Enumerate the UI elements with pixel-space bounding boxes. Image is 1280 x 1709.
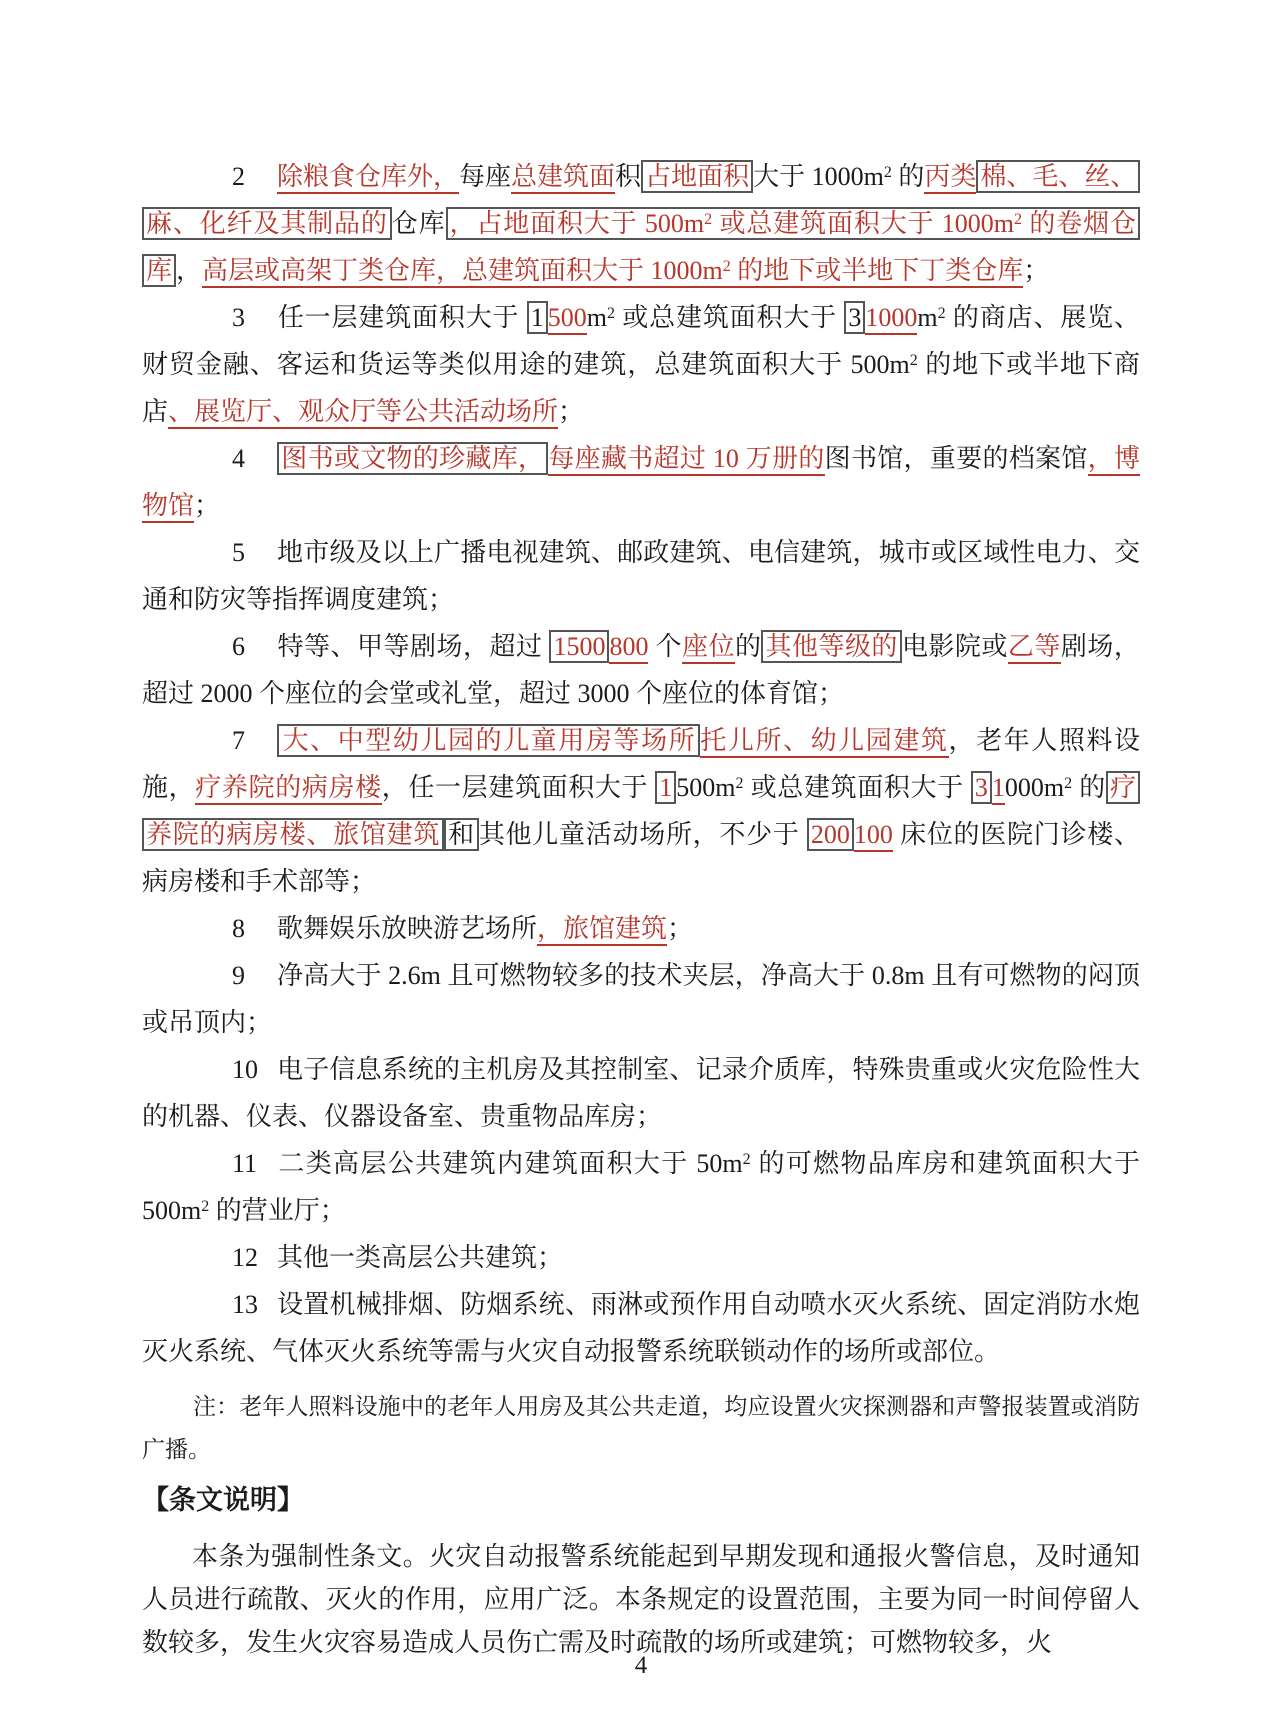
inserted-text-run [511, 162, 615, 194]
text-part: 床位的医院门诊楼、病房楼和手术部等； [142, 820, 1140, 896]
clause-item-3 [142, 294, 1140, 435]
text-run [277, 1243, 563, 1272]
text-part: 3 [974, 773, 988, 802]
text-part: ，旅馆建筑 [537, 914, 668, 943]
text-run [667, 914, 693, 943]
superscript: 2 [722, 258, 731, 275]
text-part: 棉、毛、丝、麻、化纤及其制品的 [146, 162, 1137, 238]
clause-number: 9 [232, 961, 245, 990]
deleted-text-run [761, 630, 901, 663]
text-run [648, 632, 682, 661]
inserted-text-run [682, 632, 735, 664]
clause-item-6 [142, 623, 1140, 717]
deleted-text-run [527, 301, 548, 334]
text-part: 的地下或半地下丁类仓库 [730, 256, 1024, 285]
inserted-text-run [537, 914, 667, 946]
inserted-text-run [548, 444, 824, 476]
clause-number: 13 [232, 1290, 258, 1319]
text-part: 3 [848, 303, 862, 332]
text-part: 的 [891, 162, 925, 191]
inserted-text-run [202, 256, 1023, 288]
note-paragraph [142, 1385, 1140, 1471]
text-part: 的卷烟仓库 [146, 209, 1136, 285]
clause-item-10 [142, 1046, 1140, 1140]
text-part: ； [667, 914, 694, 943]
text-part: 其他一类高层公共建筑； [277, 1243, 564, 1272]
clause-item-4 [142, 435, 1140, 529]
commentary-paragraph: 本条为强制性条文。火灾自动报警系统能起到早期发现和通报火警信息，及时通知人员进行疏散、灭火的作用，应用广泛。本条规定的设置范围，主要为同一时间停留人数较多，发生火灾容易造成人员伤亡需及时疏散的场所或建筑；可燃物较多，火 [142, 1542, 1140, 1657]
text-part: ； [558, 397, 585, 426]
text-run [753, 162, 924, 191]
inserted-text-run [700, 726, 948, 758]
text-part: 500 [547, 303, 587, 332]
text-part: 的营业厅； [209, 1196, 346, 1225]
text-part: 地市级及以上广播电视建筑、邮政建筑、电信建筑，城市或区域性电力、交通和防灾等指挥调度建筑； [142, 538, 1140, 614]
text-part: 净高大于 2.6m 且可燃物较多的技术夹层，净高大于 0.8m 且有可燃物的闷顶或吊顶内； [142, 961, 1140, 1037]
clause-item-9 [142, 952, 1140, 1046]
text-run [615, 162, 641, 191]
text-part: 的 [1072, 773, 1106, 802]
superscript: 2 [606, 305, 615, 322]
text-run [142, 538, 1140, 614]
text-part: 大于 1000m [753, 162, 884, 191]
text-part: 200 [810, 820, 850, 849]
text-part: 1000 [865, 303, 918, 332]
text-run [587, 303, 845, 332]
text-part: 乙等 [1007, 632, 1061, 661]
superscript: 2 [1064, 775, 1073, 792]
clause-number: 10 [232, 1055, 258, 1084]
text-part: 的商店、展览、财贸金融、客运和货运等类似用途的建筑，总建筑面积大于 500m [142, 303, 1140, 379]
clause-number: 5 [232, 538, 245, 567]
deleted-text-run [444, 818, 479, 851]
page-number: 4 [634, 1652, 648, 1679]
text-run [142, 961, 1140, 1037]
text-part: 和 [448, 820, 475, 849]
text-part: 或总建筑面积大于 [743, 773, 971, 802]
deleted-text-run [844, 301, 865, 334]
clause-item-12 [142, 1234, 1140, 1281]
inserted-text-run [924, 162, 976, 194]
clause-number: 4 [232, 444, 245, 473]
text-part: 除粮食仓库外， [277, 162, 460, 191]
inserted-text-run [865, 303, 917, 335]
text-part: 个 [648, 632, 682, 661]
inserted-text-run [277, 162, 459, 194]
text-run [676, 773, 971, 802]
text-run [902, 632, 1008, 661]
text-run [382, 773, 656, 802]
superscript: 2 [742, 1151, 751, 1168]
text-run [277, 914, 537, 943]
text-part: 疗养院的病房楼、旅馆建筑 [146, 773, 1136, 849]
inserted-text-run [609, 632, 648, 664]
note-text: 老年人照料设施中的老年人用房及其公共走道，均应设置火灾探测器和声警报装置或消防广播。 [142, 1394, 1141, 1462]
text-part: ，任一层建筑面积大于 [381, 773, 656, 802]
text-part: 图书或文物的珍藏库， [281, 444, 545, 473]
text-run [1005, 773, 1106, 802]
clause-item-8 [142, 905, 1140, 952]
text-run [176, 256, 202, 285]
text-run [825, 444, 1088, 473]
text-run [735, 632, 762, 661]
text-part: 图书馆，重要的档案馆 [824, 444, 1088, 473]
text-part: ； [1023, 256, 1050, 285]
clause-item-2 [142, 153, 1140, 294]
deleted-text-run [807, 818, 854, 851]
deleted-text-run [655, 771, 676, 804]
text-part: 1 [659, 773, 673, 802]
text-part: 每座 [459, 162, 512, 191]
text-part: 1 [991, 773, 1005, 802]
text-part: 仓库 [391, 209, 446, 238]
clause-number: 12 [232, 1243, 258, 1272]
deleted-text-run [549, 630, 609, 663]
text-part: 000m [1004, 773, 1065, 802]
text-run [277, 632, 549, 661]
text-part: 的地下或半地下商店 [142, 350, 1140, 426]
superscript: 2 [704, 211, 713, 228]
text-part: 或总建筑面积大于 1000m [712, 209, 1015, 238]
superscript: 2 [201, 1198, 210, 1215]
text-part: ，博物馆 [142, 444, 1140, 520]
text-part: 剧场，超过 2000 个座位的会堂或礼堂，超过 3000 个座位的体育馆； [142, 632, 1140, 708]
clause-item-13 [142, 1281, 1140, 1375]
text-part: 其他等级的 [765, 632, 898, 661]
text-run [142, 1149, 1140, 1225]
clause-item-11 [142, 1140, 1140, 1234]
clause-number: 7 [232, 726, 245, 755]
text-part: 二类高层公共建筑内建筑面积大于 50m [277, 1149, 743, 1178]
inserted-text-run [854, 820, 893, 852]
text-part: ； [194, 491, 221, 520]
inserted-text-run [992, 773, 1005, 805]
clause-number: 8 [232, 914, 245, 943]
clause-number: 2 [232, 162, 245, 191]
text-run [1023, 256, 1049, 285]
text-run [459, 162, 511, 191]
text-part: m [917, 303, 938, 332]
text-part: 800 [609, 632, 649, 661]
superscript: 2 [735, 775, 744, 792]
text-part: 高层或高架丁类仓库，总建筑面积大于 1000m [202, 256, 723, 285]
text-part: 特等、甲等剧场，超过 [277, 632, 550, 661]
text-run [277, 303, 527, 332]
clause-number: 3 [232, 303, 245, 332]
text-part: 500m [676, 773, 736, 802]
text-part: 座位 [681, 632, 735, 661]
text-run [142, 1055, 1140, 1131]
clause-item-5 [142, 529, 1140, 623]
text-part: 100 [853, 820, 893, 849]
superscript: 2 [1014, 211, 1023, 228]
deleted-text-run [641, 160, 753, 193]
text-part: 每座藏书超过 10 万册的 [548, 444, 825, 473]
text-part: m [586, 303, 607, 332]
inserted-text-run [168, 397, 558, 429]
inserted-text-run [195, 773, 381, 805]
text-part: ， [176, 256, 203, 285]
text-part: 积 [615, 162, 642, 191]
inserted-text-run [548, 303, 587, 335]
superscript: 2 [909, 352, 918, 369]
clause-number: 6 [232, 632, 245, 661]
text-run [392, 209, 446, 238]
text-part: 其他儿童活动场所，不少于 [478, 820, 807, 849]
text-part: 托儿所、幼儿园建筑 [700, 726, 949, 755]
text-part: 任一层建筑面积大于 [277, 303, 527, 332]
inserted-text-run [1008, 632, 1061, 664]
text-run [558, 397, 584, 426]
text-part: 、展览厅、观众厅等公共活动场所 [168, 397, 559, 426]
superscript: 2 [937, 305, 946, 322]
text-part: 设置机械排烟、防烟系统、雨淋或预作用自动喷水灭火系统、固定消防水炮灭火系统、气体灭火系统等需与火灾自动报警系统联锁动作的场所或部位。 [142, 1290, 1140, 1366]
text-part: 丙类 [924, 162, 977, 191]
clause-list [142, 153, 1140, 1375]
text-part: 疗养院的病房楼 [195, 773, 382, 802]
document-content [142, 153, 1140, 1664]
text-part: ，老年人照料设施， [142, 726, 1140, 802]
text-part: 或总建筑面积大于 [614, 303, 845, 332]
text-part: 的可燃物品库房和建筑面积大于 500m [142, 1149, 1140, 1225]
clause-item-7 [142, 717, 1140, 905]
commentary-heading: 【条文说明】 [142, 1485, 304, 1515]
superscript: 2 [883, 164, 892, 181]
text-run [142, 1290, 1140, 1366]
text-part: ，占地面积大于 500m [449, 209, 705, 238]
text-part: 1 [530, 303, 544, 332]
text-part: 占地面积 [645, 162, 750, 191]
text-part: 歌舞娱乐放映游艺场所 [277, 914, 538, 943]
deleted-text-run [277, 724, 700, 757]
deleted-text-run [971, 771, 992, 804]
text-part: 的 [734, 632, 762, 661]
text-run [194, 491, 220, 520]
note-prefix: 注： [193, 1394, 240, 1419]
text-run [479, 820, 807, 849]
text-part: 电子信息系统的主机房及其控制室、记录介质库，特殊贵重或火灾危险性大的机器、仪表、仪器设备室、贵重物品库房； [142, 1055, 1140, 1131]
deleted-text-run [277, 442, 548, 475]
text-part: 大、中型幼儿园的儿童用房等场所 [281, 726, 697, 755]
text-part: 总建筑面 [511, 162, 616, 191]
clause-number: 11 [232, 1149, 258, 1178]
text-part: 1500 [553, 632, 606, 661]
text-part: 电影院或 [901, 632, 1008, 661]
